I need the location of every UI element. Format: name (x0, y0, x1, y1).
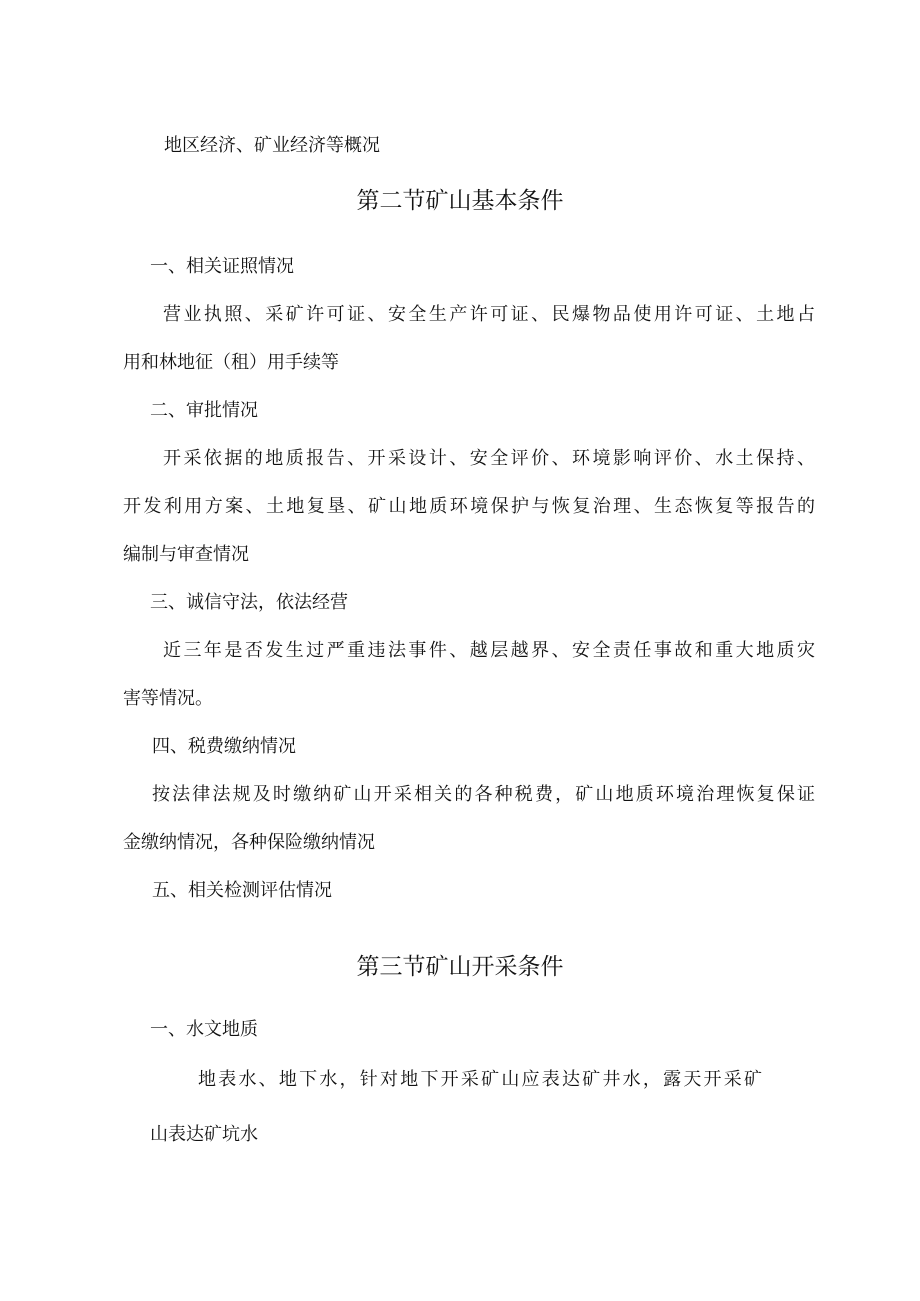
section-2-item-5-heading: 五、相关检测评估情况 (152, 880, 332, 901)
section-2-item-3-line-1: 近三年是否发生过严重违法事件、越层越界、安全责任事故和重大地质灾 (163, 640, 815, 661)
section-3-title: 第三节矿山开采条件 (356, 954, 564, 980)
section-3-item-1-heading: 一、水文地质 (150, 1019, 258, 1040)
section-2-item-4-heading: 四、税费缴纳情况 (152, 736, 296, 757)
section-2-item-2-line-3: 编制与审查情况 (123, 544, 249, 565)
section-3-item-1-line-1: 地表水、地下水，针对地下开采矿山应表达矿井水，露天开采矿 (198, 1069, 762, 1090)
section-2-item-1-line-1: 营业执照、采矿许可证、安全生产许可证、民爆物品使用许可证、土地占 (163, 304, 815, 325)
section-2-item-2-heading: 二、审批情况 (150, 400, 258, 421)
section-2-item-4-line-1: 按法律法规及时缴纳矿山开采相关的各种税费，矿山地质环境治理恢复保证 (152, 784, 815, 805)
intro-line: 地区经济、矿业经济等概况 (164, 135, 380, 156)
section-2-item-2-line-1: 开采依据的地质报告、开采设计、安全评价、环境影响评价、水土保持、 (163, 448, 815, 469)
section-2-item-1-line-2: 用和林地征（租）用手续等 (123, 352, 339, 373)
section-2-item-3-heading: 三、诚信守法，依法经营 (150, 592, 348, 613)
section-2-title: 第二节矿山基本条件 (356, 188, 564, 214)
section-2-item-2-line-2: 开发利用方案、土地复垦、矿山地质环境保护与恢复治理、生态恢复等报告的 (123, 496, 815, 517)
section-3-item-1-line-2: 山表达矿坑水 (150, 1124, 258, 1145)
section-2-item-1-heading: 一、相关证照情况 (150, 256, 294, 277)
section-2-item-4-line-2: 金缴纳情况，各种保险缴纳情况 (123, 832, 375, 853)
section-2-item-3-line-2: 害等情况。 (123, 688, 213, 709)
